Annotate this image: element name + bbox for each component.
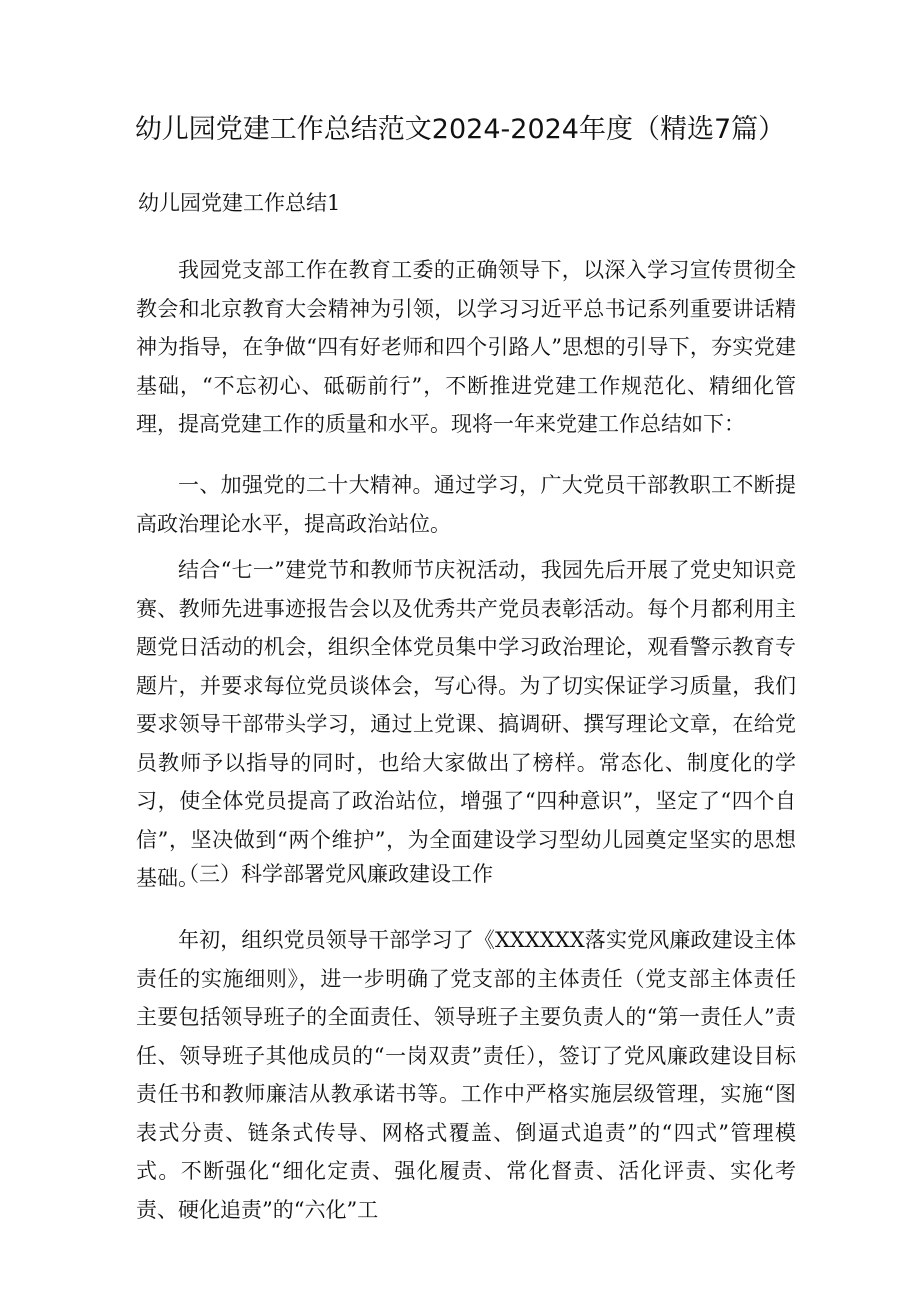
paragraph-point-one: 一、加强党的二十大精神。通过学习，广大党员干部教职工不断提高政治理论水平，提高政治站位。 <box>136 473 796 536</box>
section-heading: 幼儿园党建工作总结1 <box>138 191 341 215</box>
paragraph-anticorruption: 年初，组织党员领导干部学习了《XXXXXX落实党风廉政建设主体责任的实施细则》，进一步明确了党支部的主体责任（党支部主体责任主要包括领导班子的全面责任、领导班子主要负责人的“第一责任人”责任、领导班子其他成员的“一岗双责”责任），签订了党风廉政建设目标责任书和教师廉洁从教承诺书等。工作中严格实施层级管理，实施“图表式分责、链条式传导、网格式覆盖、倒逼式追责”的“四式”管理模式。不断强化“细化定责、强化履责、常化督责、活化评责、实化考责、硬化追责”的“六化”工 <box>136 928 796 1222</box>
paragraph-intro: 我园党支部工作在教育工委的正确领导下，以深入学习宣传贯彻全教会和北京教育大会精神为引领，以学习习近平总书记系列重要讲话精神为指导，在争做“四有好老师和四个引路人”思想的引导下，夯实党建基础，“不忘初心、砥砺前行”，不断推进党建工作规范化、精细化管理，提高党建工作的质量和水平。现将一年来党建工作总结如下： <box>136 258 796 436</box>
document-title: 幼儿园党建工作总结范文2024-2024年度（精选7篇） <box>134 114 786 145</box>
paragraph-activities: 结合“七一”建党节和教师节庆祝活动，我园先后开展了党史知识竞赛、教师先进事迹报告会以及优秀共产党员表彰活动。每个月都利用主题党日活动的机会，组织全体党员集中学习政治理论，观看警示教育专题片，并要求每位党员谈体会，写心得。为了切实保证学习质量，我们要求领导干部带头学习，通过上党课、搞调研、撰写理论文章，在给党员教师予以指导的同时，也给大家做出了榜样。常态化、制度化的学习，使全体党员提高了政治站位，增强了“四种意识”，坚定了“四个自信”，坚决做到“两个维护”，为全面建设学习型幼儿园奠定坚实的思想基础。 <box>136 558 796 890</box>
paragraph-subheading-three: （三）科学部署党风廉政建设工作 <box>178 862 493 886</box>
